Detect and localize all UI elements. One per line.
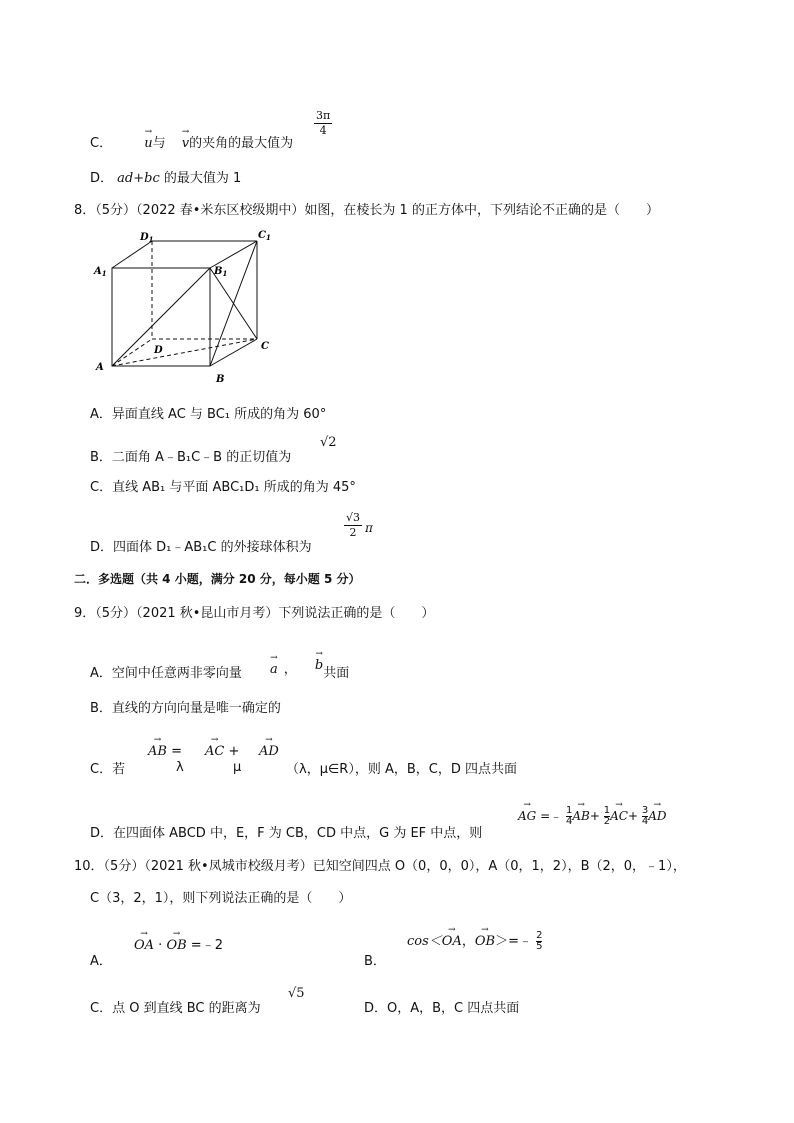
q9-option-d-formula [518, 806, 667, 827]
q9-option-c-ad [259, 744, 279, 759]
q10-option-d: D．O，A，B，C 四点共面 [364, 1001, 520, 1016]
option-text: 的夹角的最大值为 [189, 136, 294, 151]
plus: + [589, 809, 600, 823]
option-label: C． [90, 136, 113, 151]
q10-option-a-label: A． [90, 954, 112, 969]
equals-minus: ＞=﹣ [495, 934, 532, 949]
fraction-denominator: 4 [319, 124, 327, 137]
q9-option-d: D．在四面体 ABCD 中，E，F 为 CB，CD 中点，G 为 EF 中点，则 [90, 826, 483, 841]
vector-AB: → AB [148, 744, 167, 759]
q10-option-b-formula [407, 930, 542, 952]
label-B1: $B_1$ [214, 266, 228, 278]
q8-option-a: A．异面直线 AC 与 BC₁ 所成的角为 60° [90, 407, 327, 422]
q10-stem-line2: C（3，2，1），则下列说法正确的是（ ） [90, 891, 352, 906]
q9-stem: 9．（5分）（2021 秋•昆山市月考）下列说法正确的是（ ） [74, 606, 435, 621]
equals: = [166, 744, 182, 759]
vector-b: → b [315, 658, 323, 673]
comma: ， [461, 934, 475, 949]
vector-OA: → OA [134, 938, 154, 953]
fraction-3pi-over-4 [314, 110, 332, 137]
q8-option-b: B．二面角 A﹣B₁C﹣B 的正切值为 [90, 450, 292, 465]
q9-option-a-vectors [270, 658, 350, 681]
comma: ， [283, 662, 297, 677]
q8-option-b-value: √2 [320, 435, 337, 450]
pi-symbol: π [365, 521, 373, 535]
label-B: B [216, 374, 225, 385]
q9-option-b: B．直线的方向向量是唯一确定的 [90, 701, 281, 716]
q8-option-c: C．直线 AB₁ 与平面 ABC₁D₁ 所成的角为 45° [90, 480, 356, 495]
dot: · [154, 938, 167, 953]
fraction-numerator: 3π [316, 109, 331, 122]
vector-u: → u [144, 136, 152, 151]
value: =﹣2 [186, 938, 223, 953]
q10-option-c-value: √5 [288, 986, 305, 1001]
equals-minus: =﹣ [536, 809, 563, 823]
mu: μ [233, 760, 242, 775]
vector-AD: → AD [259, 744, 279, 759]
label-A: A [96, 362, 104, 373]
fraction-denominator: 2 [349, 526, 357, 539]
vector-AD: → AD [648, 809, 666, 823]
q10-option-c: C．点 O 到直线 BC 的距离为 [90, 1001, 261, 1016]
q7-option-c [90, 132, 293, 151]
fraction-2-5: $\frac{2}{5}$ [536, 930, 543, 952]
vector-OA: → OA [442, 934, 462, 949]
option-text: A．空间中任意两非零向量 [90, 666, 242, 681]
label-A1: $A_1$ [94, 266, 107, 278]
text-with: 与 [152, 136, 166, 151]
vector-AC: → AC [610, 809, 628, 823]
q7-option-d [90, 167, 241, 186]
vector-v: → v [182, 136, 189, 151]
fraction-sqrt3-over-2 [344, 512, 362, 539]
q8-stem: 8．（5分）（2022 春•米东区校级期中）如图，在棱长为 1 的正方体中，下列结论不正确的是（ ） [74, 203, 659, 218]
q9-option-a [90, 662, 242, 681]
cos: cos＜ [407, 934, 442, 949]
fraction-1-2: $\frac{1}{2}$ [603, 805, 611, 827]
vector-OB: → OB [475, 934, 495, 949]
vector-AC: → AC [205, 744, 224, 759]
lambda: λ [176, 760, 184, 775]
q9-option-c [90, 758, 125, 777]
q9-option-c-ac [205, 744, 239, 759]
vector-AG: → AG [518, 809, 536, 823]
fraction-3-4: $\frac{3}{4}$ [641, 805, 649, 827]
label-C1: $C_1$ [258, 230, 271, 242]
option-label: D． [90, 171, 114, 186]
label-D: D [154, 345, 163, 356]
q9-option-c-tail: （λ，μ∈R），则 A，B，C，D 四点共面 [286, 762, 517, 777]
q10-option-b-label: B． [364, 954, 386, 969]
vector-OB: → OB [166, 938, 186, 953]
q9-option-c-formula [148, 744, 182, 759]
fraction-1-4: $\frac{1}{4}$ [565, 805, 573, 827]
q10-option-a-formula [134, 934, 223, 953]
label-D1: $D_1$ [140, 232, 154, 244]
vector-a: → a [270, 662, 278, 677]
expression: ad+bc [117, 171, 160, 186]
section-heading: 二．多选题（共 4 小题，满分 20 分，每小题 5 分） [74, 572, 361, 586]
vector-AB: → AB [572, 809, 589, 823]
option-end-text: 共面 [323, 666, 350, 681]
label-C: C [261, 341, 269, 352]
option-label: C．若 [90, 762, 126, 777]
option-text: 的最大值为 1 [159, 171, 242, 186]
plus: + [224, 744, 240, 759]
q10-stem-line1: 10．（5分）（2021 秋•凤城市校级月考）已知空间四点 O（0，0，0），A（0，1，2），B（2，0，﹣1）， [74, 859, 686, 874]
plus: + [627, 809, 639, 823]
q8-option-d: D．四面体 D₁﹣AB₁C 的外接球体积为 [90, 540, 312, 555]
fraction-numerator: √3 [346, 511, 361, 524]
cube-figure [90, 228, 290, 388]
